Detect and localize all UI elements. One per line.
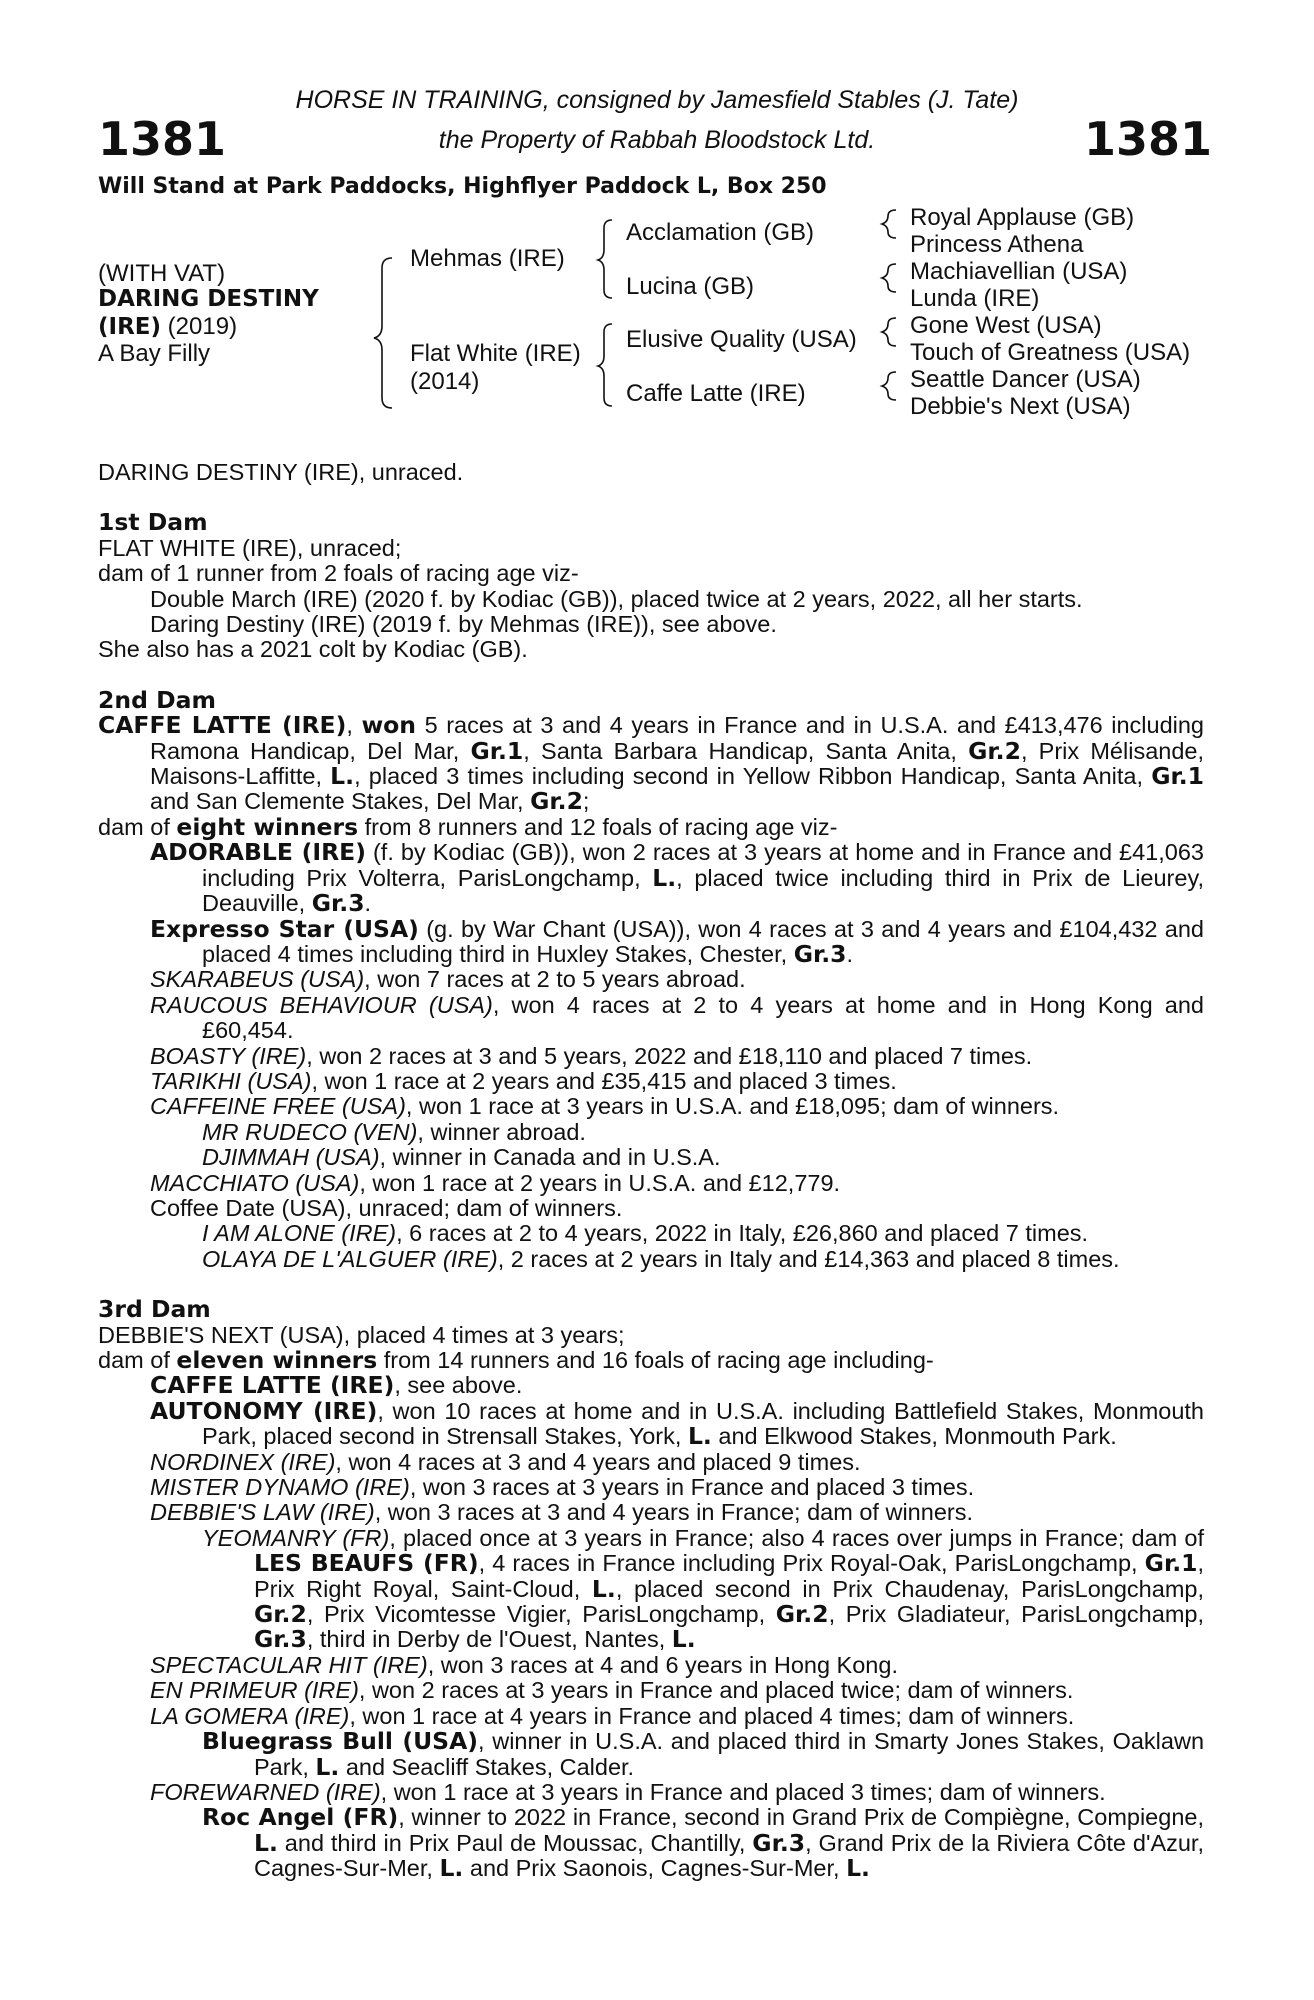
ggp-2: Princess Athena xyxy=(910,231,1084,258)
grand-produce-entry: MR RUDECO (VEN), winner abroad. xyxy=(202,1118,586,1145)
ggp-4: Lunda (IRE) xyxy=(910,285,1040,312)
grand-produce-entry: I AM ALONE (IRE), 6 races at 2 to 4 years, 2022 in Italy, £26,860 and placed 7 times. xyxy=(202,1220,1089,1247)
horse-name-suffix: (IRE) (2019) xyxy=(98,313,238,340)
stand-location: Will Stand at Park Paddocks, Highflyer Paddock L, Box 250 xyxy=(98,174,827,199)
first-dam-heading: 1st Dam xyxy=(98,508,208,537)
lot-number-left: 1381 xyxy=(98,112,227,166)
grand-produce-entry: Roc Angel (FR), winner to 2022 in France, second in Grand Prix de Compiègne, Compiegne, L. and third in Prix Paul de Moussac, Chantilly, Gr.3, Grand Prix de la Riviera Côte d'Azur, Cagnes-Sur-Mer, L. and Prix Saonois, Cagnes-Sur-Mer, L. xyxy=(202,1803,1204,1883)
produce-entry: SKARABEUS (USA), won 7 races at 2 to 5 years abroad. xyxy=(150,966,746,993)
produce-entry: FOREWARNED (IRE), won 1 race at 3 years in France and placed 3 times; dam of winners. xyxy=(150,1778,1106,1805)
catalogue-body xyxy=(98,460,1204,1882)
dam-year: (2014) xyxy=(410,368,480,395)
ggp-8: Debbie's Next (USA) xyxy=(910,393,1131,420)
vat-note: (WITH VAT) xyxy=(98,260,226,287)
grand-produce-entry: OLAYA DE L'ALGUER (IRE), 2 races at 2 years in Italy and £14,363 and placed 8 times. xyxy=(202,1245,1120,1272)
first-dam-line: FLAT WHITE (IRE), unraced; xyxy=(98,534,402,561)
produce-entry: ADORABLE (IRE) (f. by Kodiac (GB)), won 2 races at 3 years at home and in France and £41,063 including Prix Volterra, ParisLongchamp, L., placed twice including third in Prix de Lieurey, Deauville, Gr.3. xyxy=(150,838,1204,918)
grand-produce-entry: DJIMMAH (USA), winner in Canada and in U.S.A. xyxy=(202,1144,721,1171)
intro-line: DARING DESTINY (IRE), unraced. xyxy=(98,459,464,485)
produce-entry: TARIKHI (USA), won 1 race at 2 years and £35,415 and placed 3 times. xyxy=(150,1067,897,1094)
produce-entry: Double March (IRE) (2020 f. by Kodiac (GB)), placed twice at 2 years, 2022, all her starts. xyxy=(150,585,1083,612)
produce-entry: RAUCOUS BEHAVIOUR (USA), won 4 races at 2 to 4 years at home and in Hong Kong and £60,454. xyxy=(150,991,1204,1044)
third-dam-produce-line: dam of eleven winners from 14 runners and 16 foals of racing age including- xyxy=(98,1346,934,1374)
ggp-5: Gone West (USA) xyxy=(910,312,1102,339)
produce-entry: AUTONOMY (IRE), won 10 races at home and in U.S.A. including Battlefield Stakes, Monmouth Park, placed second in Strensall Stakes, York, L. and Elkwood Stakes, Monmouth Park. xyxy=(150,1396,1205,1451)
produce-entry: Coffee Date (USA), unraced; dam of winners. xyxy=(150,1194,623,1221)
ggp-1: Royal Applause (GB) xyxy=(910,204,1135,231)
produce-entry: BOASTY (IRE), won 2 races at 3 and 5 years, 2022 and £18,110 and placed 7 times. xyxy=(150,1042,1033,1069)
horse-name: DARING DESTINY xyxy=(98,286,319,312)
consignment-line: HORSE IN TRAINING, consigned by Jamesfield Stables (J. Tate) xyxy=(295,86,1019,114)
produce-entry: MISTER DYNAMO (IRE), won 3 races at 3 years in France and placed 3 times. xyxy=(150,1474,975,1501)
first-dam-also: She also has a 2021 colt by Kodiac (GB). xyxy=(98,636,528,663)
produce-entry: DEBBIE'S LAW (IRE), won 3 races at 3 and 4 years in France; dam of winners. xyxy=(150,1499,973,1526)
dam: Flat White (IRE) xyxy=(410,340,581,367)
sire-dam: Lucina (GB) xyxy=(626,273,755,300)
lot-number-right: 1381 xyxy=(1084,112,1213,166)
produce-entry: MACCHIATO (USA), won 1 race at 2 years in U.S.A. and £12,779. xyxy=(150,1169,841,1196)
produce-entry: LA GOMERA (IRE), won 1 race at 4 years in France and placed 4 times; dam of winners. xyxy=(150,1702,1075,1729)
first-dam-produce-line: dam of 1 runner from 2 foals of racing age viz- xyxy=(98,560,579,587)
horse-description: A Bay Filly xyxy=(98,340,211,367)
dam-sire: Elusive Quality (USA) xyxy=(626,326,857,353)
produce-entry: Daring Destiny (IRE) (2019 f. by Mehmas (IRE)), see above. xyxy=(150,611,777,638)
third-dam-heading: 3rd Dam xyxy=(98,1295,211,1324)
produce-entry: SPECTACULAR HIT (IRE), won 3 races at 4 and 6 years in Hong Kong. xyxy=(150,1651,898,1678)
ggp-3: Machiavellian (USA) xyxy=(910,258,1128,285)
sire-sire: Acclamation (GB) xyxy=(626,219,815,246)
grand-produce-entry: Bluegrass Bull (USA), winner in U.S.A. and placed third in Smarty Jones Stakes, Oaklawn Park, L. and Seacliff Stakes, Calder. xyxy=(202,1727,1205,1781)
ggp-7: Seattle Dancer (USA) xyxy=(910,366,1141,393)
second-dam-produce-line: dam of eight winners from 8 runners and 12 foals of racing age viz- xyxy=(98,812,838,841)
grand-produce-entry: YEOMANRY (FR), placed once at 3 years in France; also 4 races over jumps in France; dam of LES BEAUFS (FR), 4 races in France including Prix Royal-Oak, ParisLongchamp, Gr.1, Prix Right Royal, Saint-Cloud, L., placed second in Prix Chaudenay, ParisLongchamp, Gr.2, Prix Vicomtesse Vigier, ParisLongchamp, Gr.2, Prix Gladiateur, ParisLongchamp, Gr.3, third in Derby de l'Ouest, Nantes, L. xyxy=(202,1524,1205,1654)
dam-dam: Caffe Latte (IRE) xyxy=(626,380,806,407)
produce-entry: EN PRIMEUR (IRE), won 2 races at 3 years in France and placed twice; dam of winners. xyxy=(150,1677,1074,1704)
produce-entry: Expresso Star (USA) (g. by War Chant (USA)), won 4 races at 3 and 4 years and £104,432 and placed 4 times including third in Huxley Stakes, Chester, Gr.3. xyxy=(150,914,1204,968)
produce-entry: CAFFEINE FREE (USA), won 1 race at 3 years in U.S.A. and £18,095; dam of winners. xyxy=(150,1093,1060,1120)
ggp-6: Touch of Greatness (USA) xyxy=(910,339,1191,366)
third-dam-line: DEBBIE'S NEXT (USA), placed 4 times at 3 years; xyxy=(98,1321,625,1348)
sire: Mehmas (IRE) xyxy=(410,245,565,272)
property-line: the Property of Rabbah Bloodstock Ltd. xyxy=(438,126,876,154)
produce-entry: NORDINEX (IRE), won 4 races at 3 and 4 years and placed 9 times. xyxy=(150,1448,861,1475)
second-dam-entry: CAFFE LATTE (IRE), won 5 races at 3 and 4 years in France and in U.S.A. and £413,476 including Ramona Handicap, Del Mar, Gr.1, Santa Barbara Handicap, Santa Anita, Gr.2, Prix Mélisande, Maisons-Laffitte, L., placed 3 times including second in Yellow Ribbon Handicap, Santa Anita, Gr.1 and San Clemente Stakes, Del Mar, Gr.2; xyxy=(98,711,1205,816)
second-dam-heading: 2nd Dam xyxy=(98,685,216,714)
produce-entry: CAFFE LATTE (IRE), see above. xyxy=(150,1371,523,1400)
